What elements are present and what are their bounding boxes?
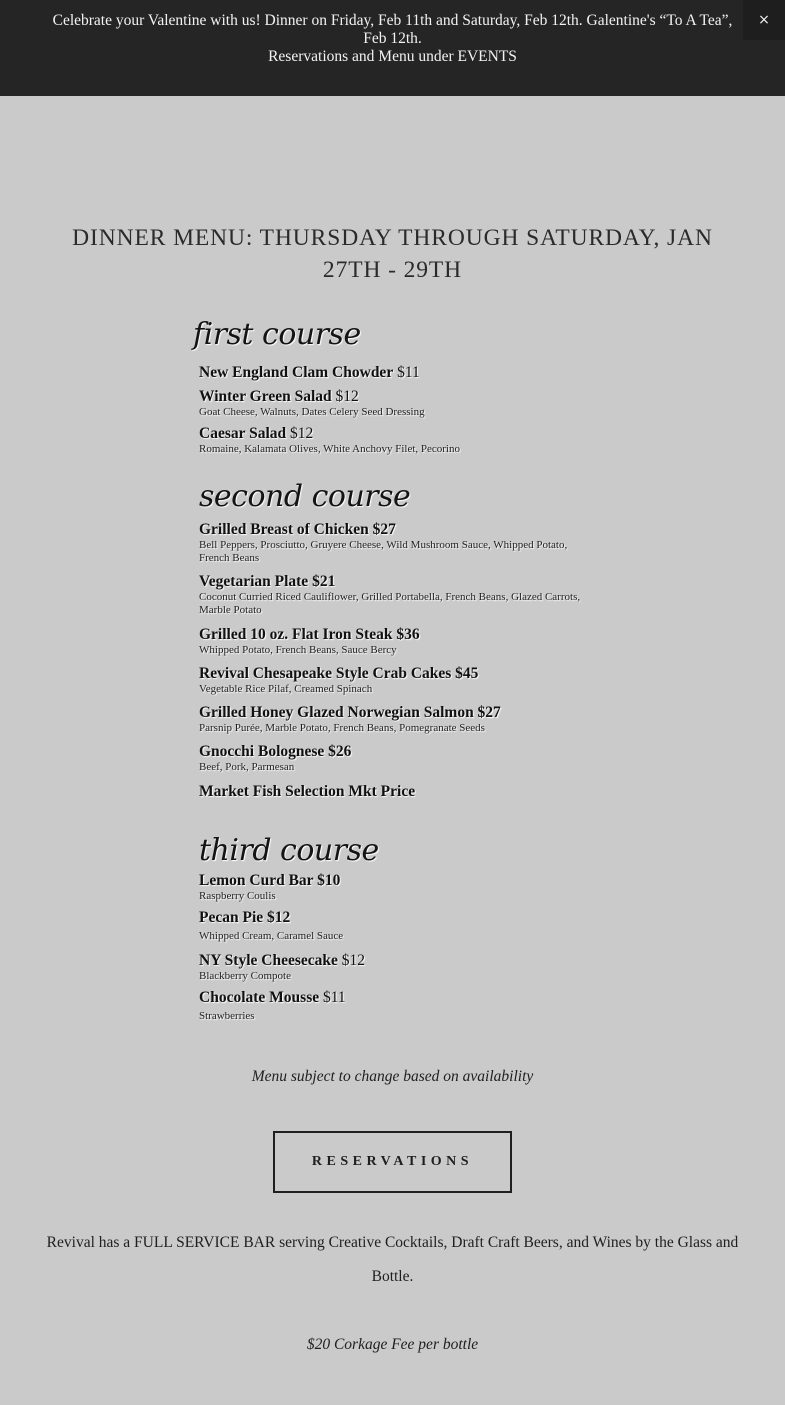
reservations-button[interactable]: RESERVATIONS: [273, 1131, 512, 1193]
menu-item: [199, 987, 599, 1023]
menu-item: [199, 362, 599, 382]
menu-item: [199, 386, 599, 419]
item-price: $11: [393, 364, 420, 381]
item-name: Lemon Curd Bar $10: [199, 872, 341, 889]
menu-item: [199, 950, 599, 983]
menu-item: [199, 872, 599, 903]
item-description: Parsnip Purée, Marble Potato, French Beans, Pomegranate Seeds: [199, 722, 485, 734]
availability-note: Menu subject to change based on availability: [251, 1068, 534, 1085]
item-name: Caesar Salad: [199, 425, 287, 442]
item-description: Bell Peppers, Prosciutto, Gruyere Cheese, Wild Mushroom Sauce, Whipped Potato, French Beans: [199, 539, 568, 564]
item-description: Whipped Potato, French Beans, Sauce Bercy: [199, 644, 397, 656]
item-name: Winter Green Salad: [199, 388, 332, 405]
menu-item: [199, 573, 599, 617]
item-name: Chocolate Mousse: [199, 989, 320, 1006]
corkage-fee-note: $20 Corkage Fee per bottle: [306, 1336, 479, 1353]
item-description: Whipped Cream, Caramel Sauce: [199, 930, 344, 942]
second-course-heading: second course: [199, 479, 411, 514]
item-name: NY Style Cheesecake: [199, 952, 338, 969]
item-name: Grilled Breast of Chicken $27: [199, 521, 396, 538]
menu-item: [199, 704, 599, 735]
item-description: Coconut Curried Riced Cauliflower, Grilled Portabella, French Beans, Glazed Carrots, Marble Potato: [199, 591, 581, 616]
item-description: Strawberries: [199, 1010, 255, 1022]
item-name: Revival Chesapeake Style Crab Cakes $45: [199, 665, 479, 682]
item-name: New England Clam Chowder: [199, 364, 394, 381]
item-description: Goat Cheese, Walnuts, Dates Celery Seed Dressing: [199, 406, 425, 418]
menu-item: [199, 626, 599, 657]
item-description: Vegetable Rice Pilaf, Creamed Spinach: [199, 683, 373, 695]
close-banner-button[interactable]: ×: [743, 0, 785, 40]
item-name: Gnocchi Bolognese $26: [199, 743, 352, 760]
menu-item: [199, 909, 599, 943]
menu-item: [199, 783, 599, 801]
item-name: Grilled Honey Glazed Norwegian Salmon $27: [199, 704, 501, 721]
page-title: DINNER MENU: THURSDAY THROUGH SATURDAY, JAN 27TH - 29TH: [72, 225, 713, 283]
menu-item: [199, 743, 599, 774]
banner-line-2: Reservations and Menu under EVENTS: [268, 48, 517, 65]
item-price: $11: [319, 989, 346, 1006]
menu-item: [199, 521, 599, 565]
bar-description: Revival has a FULL SERVICE BAR serving Creative Cocktails, Draft Craft Beers, and Wines by the Glass and Bottle.: [46, 1234, 739, 1285]
item-price: $12: [331, 388, 359, 405]
item-price: $12: [337, 952, 366, 969]
third-course-section: [199, 832, 619, 870]
item-description: Beef, Pork, Parmesan: [199, 761, 295, 773]
item-description: Raspberry Coulis: [199, 890, 276, 902]
third-course-heading: third course: [199, 833, 379, 868]
announcement-banner: [0, 0, 785, 96]
second-course-section: [199, 478, 619, 516]
item-name: Vegetarian Plate $21: [199, 573, 336, 590]
banner-line-1: Celebrate your Valentine with us! Dinner on Friday, Feb 11th and Saturday, Feb 12th. Galentine's “To A Tea”, Feb 12th.: [52, 12, 733, 47]
item-description: Romaine, Kalamata Olives, White Anchovy Filet, Pecorino: [199, 443, 460, 455]
item-price: $12: [286, 425, 314, 442]
item-name: Market Fish Selection Mkt Price: [199, 783, 416, 800]
item-description: Blackberry Compote: [199, 970, 291, 982]
menu-item: [199, 423, 599, 456]
banner-text: [40, 12, 745, 66]
first-course-heading: first course: [193, 317, 361, 352]
item-name: Pecan Pie $12: [199, 909, 291, 926]
menu-item: [199, 665, 599, 696]
item-name: Grilled 10 oz. Flat Iron Steak $36: [199, 626, 420, 643]
first-course-section: [193, 316, 613, 354]
